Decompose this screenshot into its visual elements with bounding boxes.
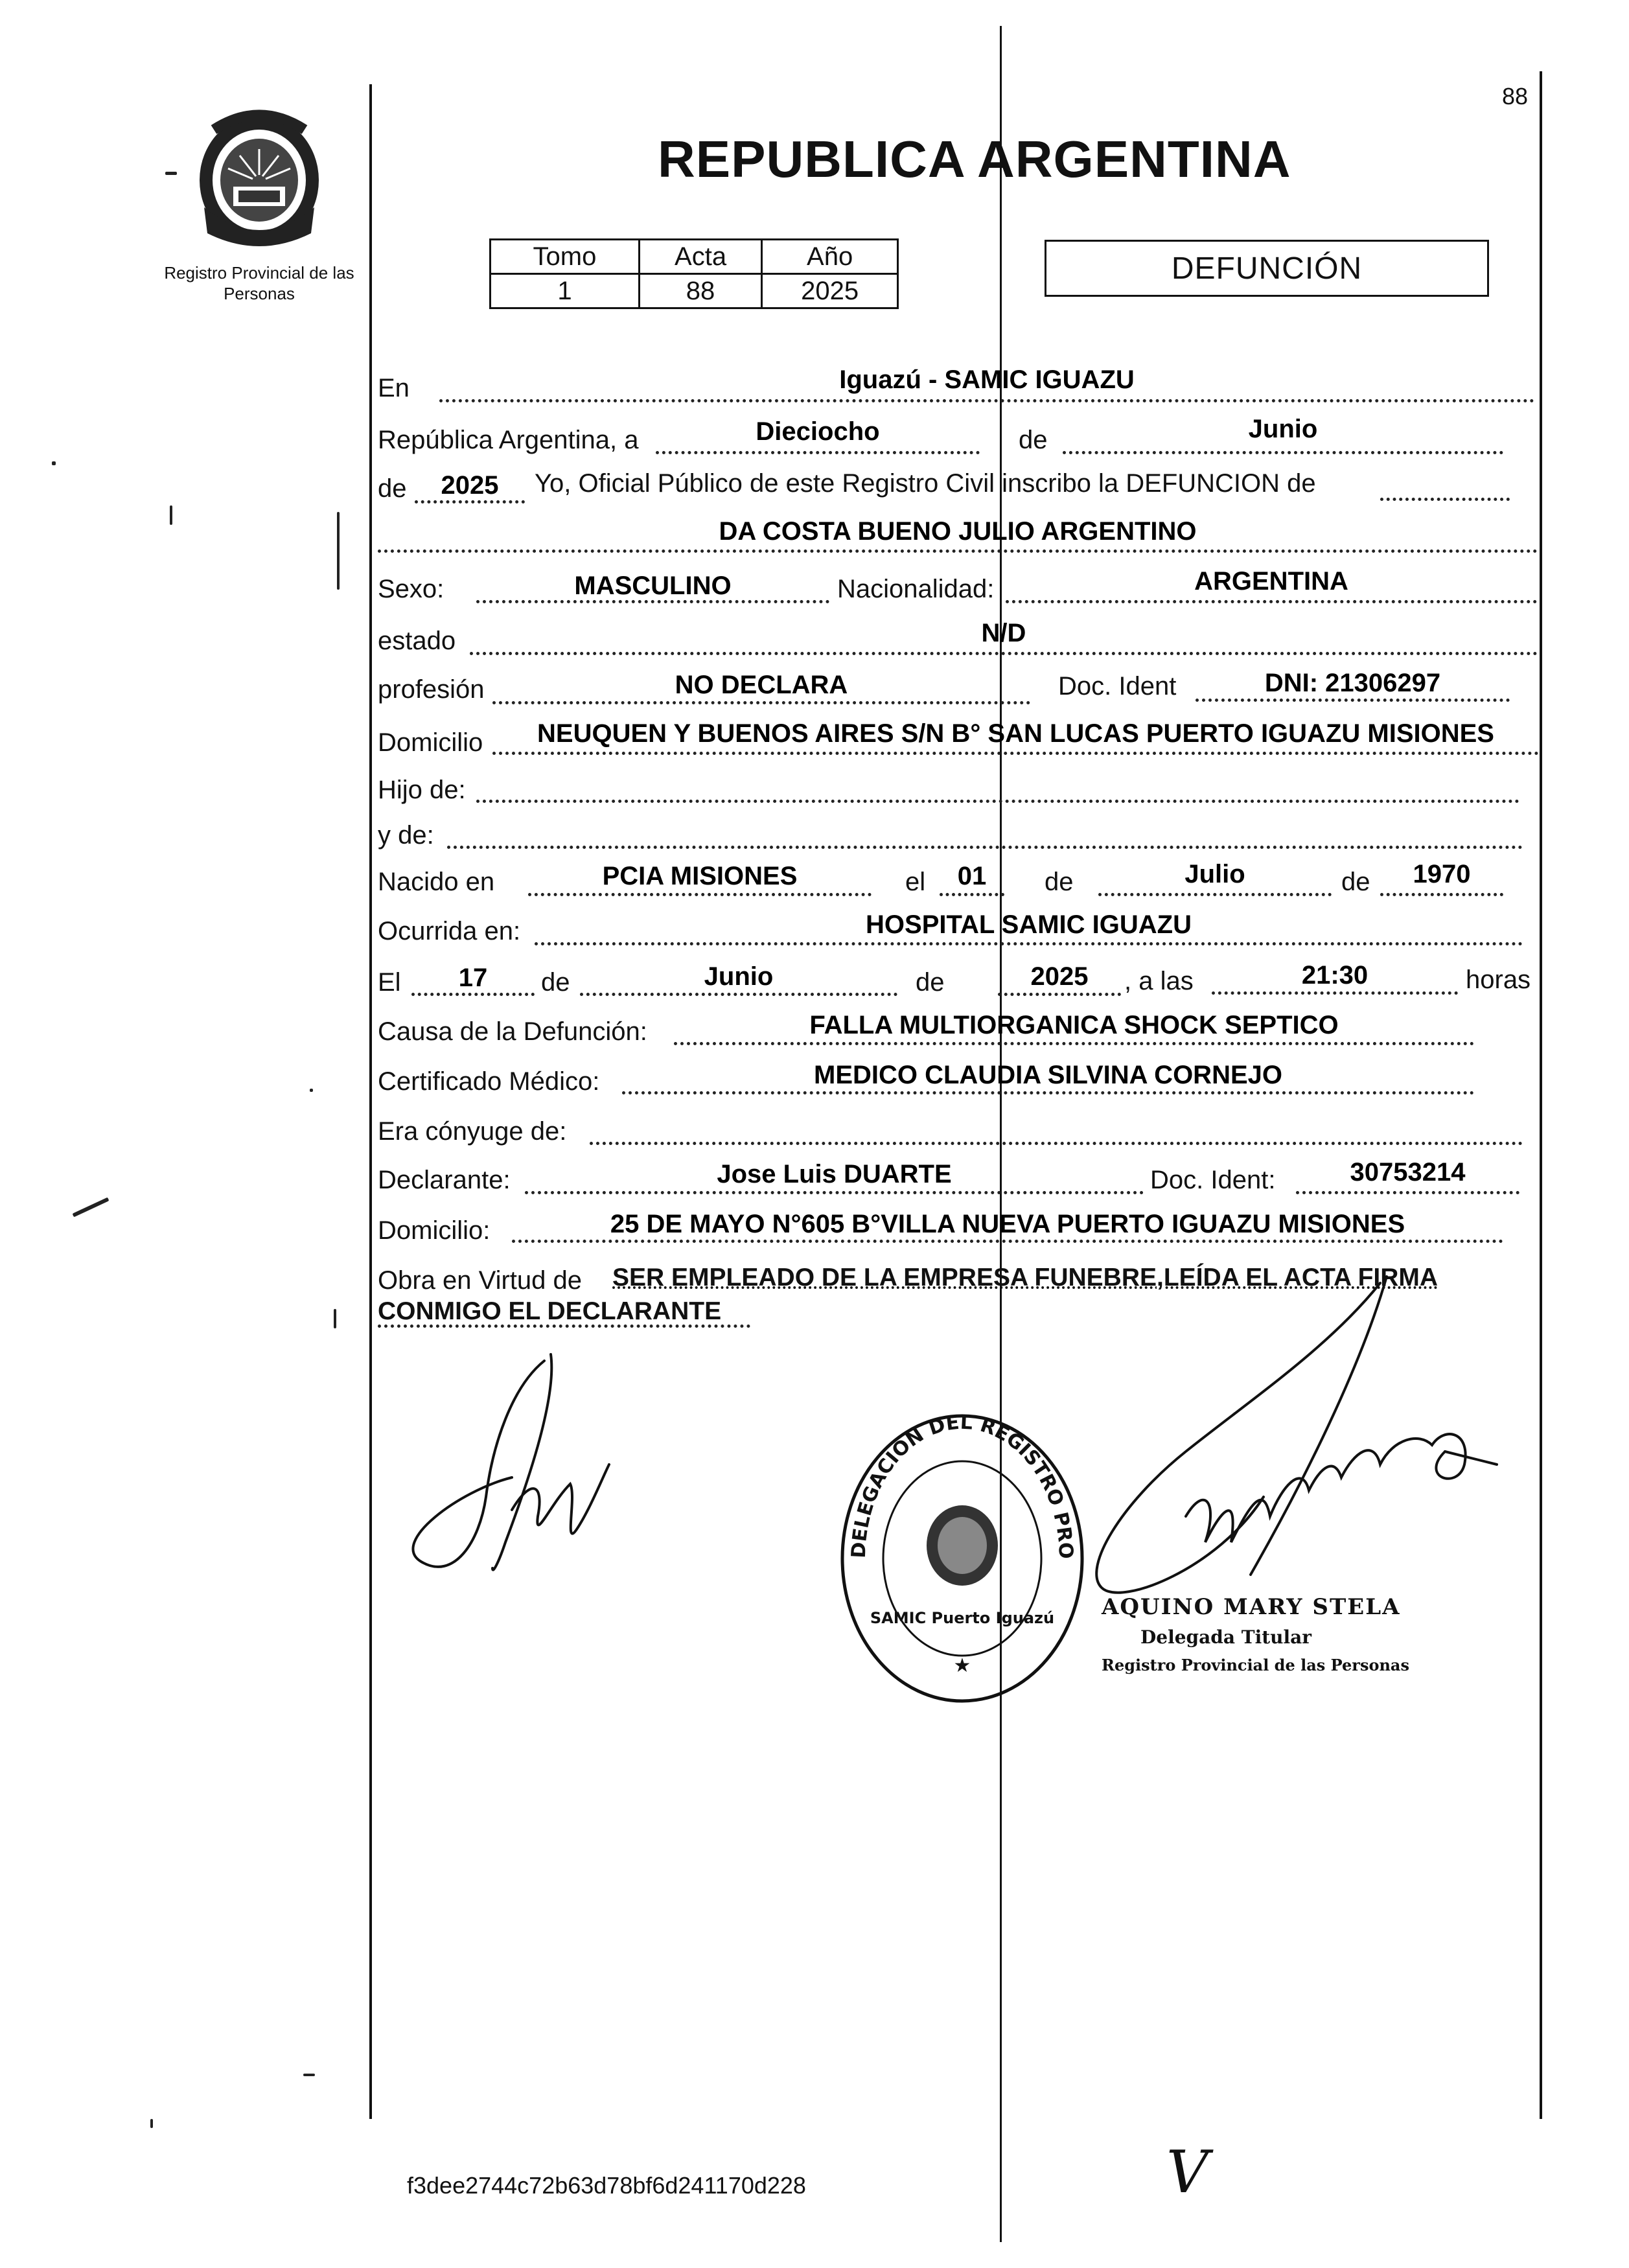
record-header-acta: Acta	[639, 240, 761, 274]
officer-institution: Registro Provincial de las Personas	[1102, 1656, 1409, 1674]
birth-month-dots	[1098, 893, 1332, 896]
nacionalidad-value: ARGENTINA	[1194, 567, 1348, 596]
death-month: Junio	[704, 962, 774, 991]
estado-value: N/D	[981, 619, 1026, 647]
record-type-box: DEFUNCIÓN	[1045, 240, 1489, 297]
birth-month: Julio	[1184, 860, 1245, 888]
obra-value-line1: SER EMPLEADO DE LA EMPRESA FUNEBRE,LEÍDA EL ACTA FIRMA	[612, 1264, 1438, 1291]
inscribo-text: Yo, Oficial Público de este Registro Civil inscribo la DEFUNCION de	[535, 469, 1316, 498]
day-value: Dieciocho	[756, 417, 880, 446]
left-margin-line	[369, 84, 372, 2119]
sexo-label: Sexo:	[378, 575, 445, 603]
domicilio-value: NEUQUEN Y BUENOS AIRES S/N B° SAN LUCAS PUERTO IGUAZU MISIONES	[537, 719, 1494, 748]
certificado-label: Certificado Médico:	[378, 1067, 600, 1096]
birth-day-dots	[940, 893, 1004, 896]
conyuge-label: Era cónyuge de:	[378, 1117, 567, 1146]
causa-label: Causa de la Defunción:	[378, 1017, 647, 1046]
estado-dots	[470, 652, 1538, 655]
decl-domicilio-label: Domicilio:	[378, 1216, 491, 1245]
inscribo-dots	[1380, 498, 1510, 501]
estado-label: estado	[378, 627, 456, 655]
doc-ident-value: DNI: 21306297	[1264, 669, 1441, 697]
causa-dots	[674, 1042, 1474, 1045]
death-time: 21:30	[1301, 961, 1369, 989]
scan-speck	[150, 2119, 153, 2128]
scan-speck	[337, 512, 340, 590]
scan-speck	[303, 2074, 315, 2076]
en-dots	[439, 399, 1534, 402]
scan-speck	[334, 1309, 336, 1328]
record-header-tomo: Tomo	[491, 240, 640, 274]
certificado-value: MEDICO CLAUDIA SILVINA CORNEJO	[814, 1061, 1282, 1089]
alas-label: , a las	[1124, 967, 1194, 995]
death-month-dots	[580, 993, 897, 996]
profesion-value: NO DECLARA	[675, 671, 848, 699]
causa-value: FALLA MULTIORGANICA SHOCK SEPTICO	[809, 1011, 1339, 1039]
seal-ring-text: DELEGACION DEL REGISTRO PRO	[847, 1411, 1078, 1559]
nacionalidad-label: Nacionalidad:	[837, 575, 995, 603]
domicilio-dots	[492, 752, 1539, 755]
record-table	[489, 238, 899, 309]
obra-value-line2: CONMIGO EL DECLARANTE	[378, 1297, 722, 1325]
emblem-icon	[188, 104, 330, 253]
day-dots	[656, 451, 980, 454]
death-el-label: El	[378, 968, 401, 997]
ocurrida-label: Ocurrida en:	[378, 917, 521, 945]
month-value: Junio	[1248, 415, 1318, 443]
deceased-dots	[378, 550, 1538, 553]
center-fold-line	[1000, 26, 1002, 2242]
ocurrida-value: HOSPITAL SAMIC IGUAZU	[866, 910, 1192, 939]
officer-role: Delegada Titular	[1140, 1626, 1312, 1648]
deceased-name: DA COSTA BUENO JULIO ARGENTINO	[719, 517, 1197, 546]
certificado-dots	[622, 1091, 1474, 1094]
death-de1-label: de	[541, 968, 570, 997]
decl-doc-value: 30753214	[1350, 1158, 1466, 1186]
record-value-tomo: 1	[491, 274, 640, 308]
profesion-label: profesión	[378, 675, 485, 704]
yde-label: y de:	[378, 821, 434, 850]
registry-caption: Registro Provincial de las Personas	[164, 263, 354, 303]
birth-year-dots	[1380, 893, 1503, 896]
en-value: Iguazú - SAMIC IGUAZU	[839, 365, 1135, 394]
nacido-label: Nacido en	[378, 868, 495, 896]
obra-label: Obra en Virtud de	[378, 1266, 583, 1295]
declarante-dots	[525, 1191, 1144, 1194]
official-seal	[836, 1409, 1089, 1707]
record-header-anio: Año	[762, 240, 898, 274]
year-value: 2025	[441, 471, 499, 500]
scan-speck	[310, 1089, 313, 1092]
death-de2-label: de	[916, 968, 945, 997]
scan-speck	[165, 172, 177, 175]
conyuge-dots	[590, 1142, 1523, 1145]
birth-de1-label: de	[1045, 868, 1074, 896]
seal-star-icon: ★	[953, 1655, 971, 1676]
document-hash: f3dee2744c72b63d78bf6d241170d228	[407, 2172, 806, 2199]
page-title: REPUBLICA ARGENTINA	[658, 130, 1291, 188]
doc-ident-label: Doc. Ident	[1058, 672, 1177, 700]
birth-de2-label: de	[1341, 868, 1370, 896]
birth-year: 1970	[1413, 860, 1471, 888]
obra-dots	[378, 1325, 750, 1328]
record-value-anio: 2025	[762, 274, 898, 308]
nacido-dots	[528, 893, 872, 896]
declarante-label: Declarante:	[378, 1166, 511, 1194]
officer-signature	[1056, 1270, 1510, 1620]
officer-name: AQUINO MARY STELA	[1102, 1594, 1401, 1620]
death-time-dots	[1212, 991, 1458, 995]
record-value-acta: 88	[639, 274, 761, 308]
profesion-dots	[492, 701, 1030, 704]
footer-mark: V	[1166, 2138, 1208, 2206]
decl-doc-dots	[1296, 1191, 1519, 1194]
republica-label: República Argentina, a	[378, 426, 639, 454]
seal-inner-text: SAMIC Puerto Iguazú	[870, 1609, 1055, 1627]
declarante-value: Jose Luis DUARTE	[717, 1160, 952, 1188]
birth-el-label: el	[905, 868, 926, 896]
domicilio-label: Domicilio	[378, 728, 483, 757]
scan-speck	[170, 505, 172, 525]
page-number: 88	[1502, 83, 1529, 110]
death-day: 17	[458, 964, 488, 992]
decl-domicilio-dots	[512, 1240, 1503, 1243]
death-year-dots	[998, 993, 1121, 996]
decl-domicilio-value: 25 DE MAYO N°605 B°VILLA NUEVA PUERTO IGUAZU MISIONES	[610, 1210, 1405, 1238]
decl-doc-label: Doc. Ident:	[1150, 1166, 1276, 1194]
ocurrida-dots	[535, 942, 1523, 945]
de-label: de	[1019, 426, 1048, 454]
hijo-dots	[476, 800, 1519, 803]
sexo-value: MASCULINO	[574, 572, 732, 600]
scan-speck	[73, 1198, 110, 1218]
declarant-signature	[382, 1348, 680, 1594]
nacido-value: PCIA MISIONES	[602, 862, 798, 890]
death-year: 2025	[1030, 962, 1089, 991]
scan-speck	[52, 461, 56, 465]
horas-label: horas	[1466, 966, 1531, 994]
misiones-emblem	[188, 104, 330, 253]
yde-dots	[447, 846, 1523, 849]
en-label: En	[378, 374, 410, 402]
nacionalidad-dots	[1006, 600, 1537, 603]
month-dots	[1063, 451, 1503, 454]
birth-day: 01	[957, 862, 987, 890]
year-prefix: de	[378, 474, 407, 503]
right-margin-line	[1540, 71, 1542, 2119]
doc-ident-dots	[1196, 699, 1510, 702]
hijo-label: Hijo de:	[378, 776, 466, 804]
